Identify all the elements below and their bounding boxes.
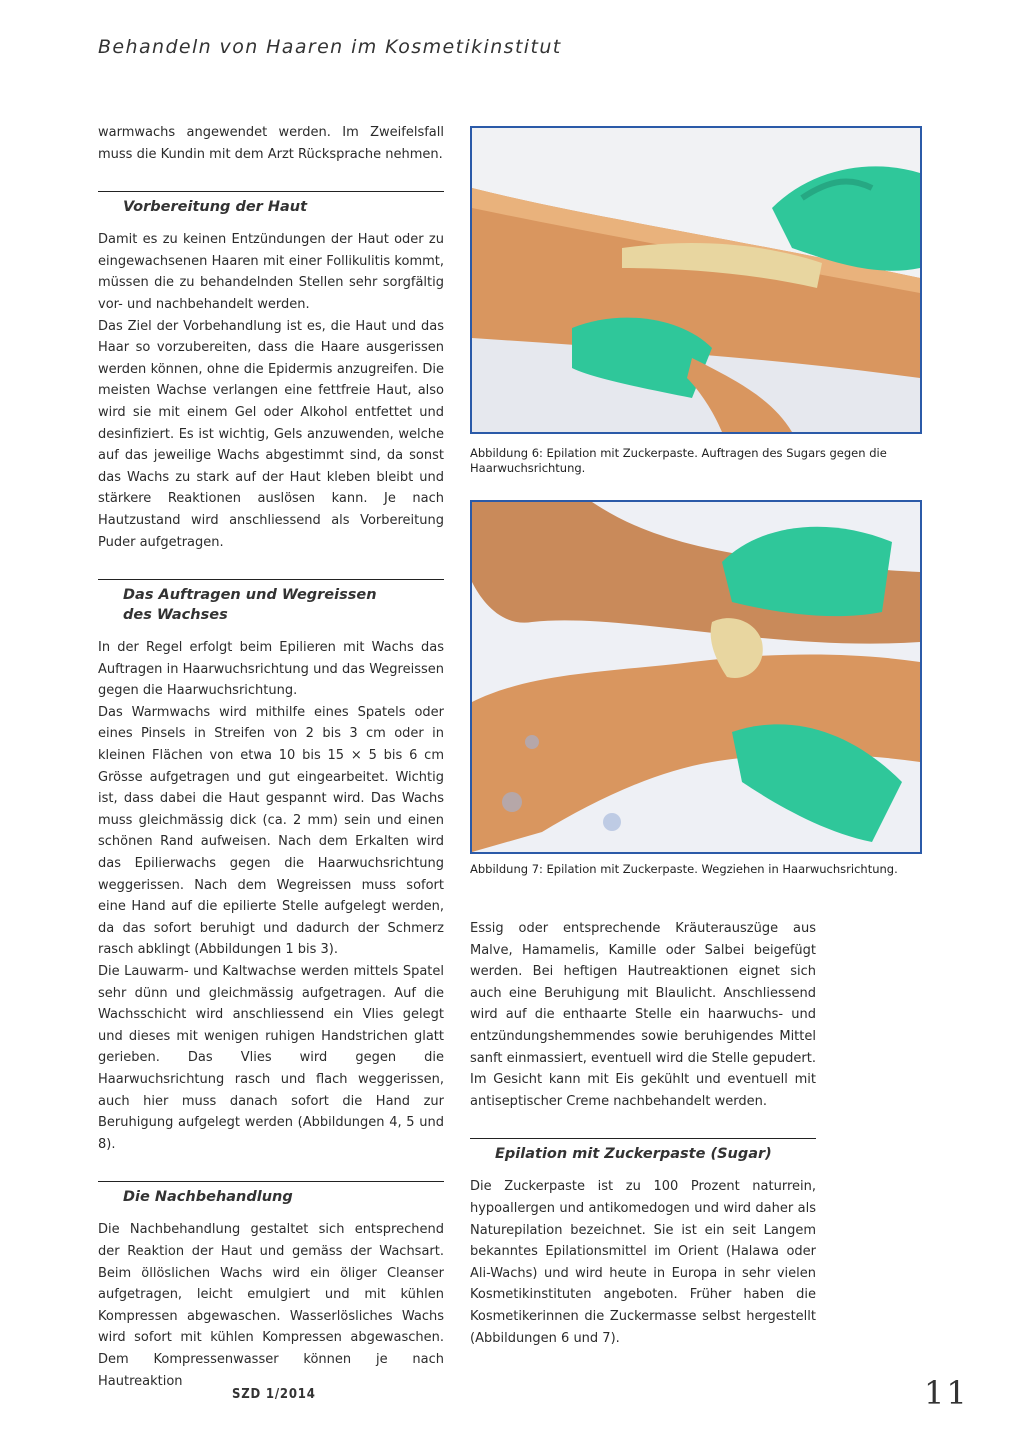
heading-line: Das Auftragen und Wegreissen (123, 587, 377, 604)
paragraph: In der Regel erfolgt beim Epilieren mit Wachs das Auftragen in Haarwuchsrichtung und das Wegreissen gegen die Haarwuchsrichtung. (98, 640, 444, 699)
left-column (98, 122, 444, 1392)
paragraph: Essig oder entsprechende Kräuterauszüge aus Malve, Hamamelis, Kamille oder Salbei beigefügt werden. Bei heftigen Hautreaktionen eignet sich auch eine Beruhigung mit Blaulicht. Anschliessend wird auf die enthaarte Stelle ein haarwuchs- und entzündungshemmendes sowie beruhigendes Mittel sanft einmassiert, eventuell wird die Stelle gepudert. Im Gesicht kann mit Eis gekühlt und eventuell mit antiseptischer Creme nachbehandelt werden. (470, 921, 816, 1109)
paragraph: Das Warmwachs wird mithilfe eines Spatels oder eines Pinsels in Streifen von 2 bis 3 cm oder in kleinen Flächen von etwa 10 bis 15 × 5 bis 6 cm Grösse aufgetragen und gut eingearbeitet. Wichtig ist, dass dabei die Haut gespannt wird. Das Wachs muss gleichmässig dick (ca. 2 mm) sein und einen schönen Rand aufweisen. Nach dem Erkalten wird das Epilierwachs gegen die Haarwuchsrichtung weggerissen. Nach dem Wegreissen muss sofort eine Hand auf die epilierte Stelle aufgelegt werden, da das sofort beruhigt und dadurch der Schmerz rasch abklingt (Abbildungen 1 bis 3). (98, 704, 444, 958)
section-heading-vorbereitung (98, 191, 444, 217)
figure-7-caption: Abbildung 7: Epilation mit Zuckerpaste. Wegziehen in Haarwuchsrichtung. (470, 862, 898, 876)
figure-7-photo (470, 500, 922, 854)
heading-line: Epilation mit Zuckerpaste (Sugar) (495, 1146, 772, 1163)
paragraph: Das Ziel der Vorbehandlung ist es, die Haut und das Haar so vorzubereiten, dass die Haare ausgerissen werden können, ohne die Epidermis anzugreifen. Die meisten Wachse verlangen eine fettfreie Haut, also wird sie mit einem Gel oder Alkohol entfettet und desinfiziert. Es ist wichtig, Gels anzuwenden, welche auf das jeweilige Wachs abgestimmt sind, da sonst das Wachs zu stark auf der Haut kleben bleibt und stärkere Reaktionen auslösen kann. Je nach Hautzustand wird anschliessend als Vorbereitung Puder aufgetragen. (98, 318, 444, 550)
heading-line: Vorbereitung der Haut (123, 199, 308, 216)
footer-issue: SZD 1/2014 (232, 1387, 316, 1402)
section-heading-nachbehandlung (98, 1181, 444, 1207)
section-heading-zuckerpaste (470, 1138, 816, 1164)
figure-6-caption: Abbildung 6: Epilation mit Zuckerpaste. Auftragen des Sugars gegen die Haarwuchsrichtung. (470, 446, 887, 475)
right-column (470, 918, 816, 1349)
paragraph: Die Lauwarm- und Kaltwachse werden mittels Spatel sehr dünn und gleichmässig aufgetragen. Auf die Wachsschicht wird anschliessend ein Vlies gelegt und dieses mit wenigen ruhigen Handstrichen glatt gerieben. Das Vlies wird gegen die Haarwuchsrichtung rasch und flach weggerissen, auch hier muss danach sofort die Hand zur Beruhigung aufgelegt werden (Abbildungen 4, 5 und 8). (98, 964, 444, 1152)
paragraph: Die Nachbehandlung gestaltet sich entsprechend der Reaktion der Haut und gemäss der Wachsart. Beim öllöslichen Wachs wird ein öliger Cleanser aufgetragen, leicht emulgiert und mit kühlen Kompressen abgewaschen. Wasserlösliches Wachs wird sofort mit kühlen Kompressen abgewaschen. Dem Kompressenwasser können je nach Hautreaktion (98, 1222, 444, 1389)
section-heading-auftragen (98, 579, 444, 625)
paragraph: Die Zuckerpaste ist zu 100 Prozent naturrein, hypoallergen und antikomedogen und wird daher als Naturepilation bezeichnet. Sie ist ein seit Langem bekanntes Epilationsmittel im Orient (Halawa oder Ali-Wachs) und wird heute in Europa in sehr vielen Kosmetikinstituten angeboten. Früher haben die Kosmetikerinnen die Zuckermasse selbst hergestellt (Abbildungen 6 und 7). (470, 1179, 816, 1346)
photo-sugar-application (472, 128, 920, 432)
photo-sugar-removal (472, 502, 920, 852)
page-number: 11 (924, 1374, 969, 1412)
paragraph: Damit es zu keinen Entzündungen der Haut oder zu eingewachsenen Haaren mit einer Follikulitis kommt, müssen die zu behandelnden Stellen sehr sorgfältig vor- und nachbehandelt werden. (98, 232, 444, 312)
running-head: Behandeln von Haaren im Kosmetikinstitut (98, 36, 562, 58)
figure-6-photo (470, 126, 922, 434)
heading-line: des Wachses (123, 607, 228, 624)
heading-line: Die Nachbehandlung (123, 1189, 293, 1206)
intro-paragraph: warmwachs angewendet werden. Im Zweifelsfall muss die Kundin mit dem Arzt Rücksprache nehmen. (98, 125, 444, 162)
